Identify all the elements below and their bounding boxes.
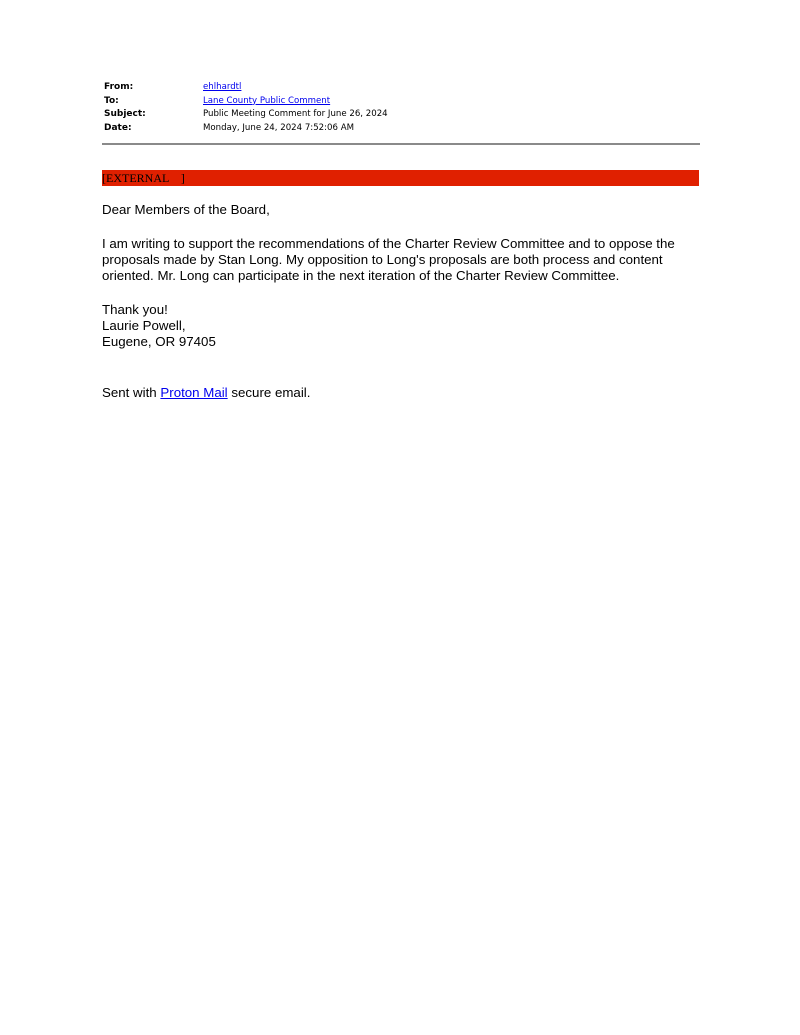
paragraph-line: oriented. Mr. Long can participate in the next iteration of the Charter Review Committee. — [102, 268, 620, 284]
from-row — [104, 81, 700, 95]
from-link[interactable]: ehlhardtl — [203, 82, 242, 92]
from-label: From: — [104, 82, 134, 92]
to-label: To: — [104, 95, 119, 106]
date-value: Monday, June 24, 2024 7:52:06 AM — [203, 122, 354, 133]
external-warning-banner: [EXTERNAL ] — [102, 170, 699, 186]
sender-location: Eugene, OR 97405 — [102, 334, 216, 350]
email-header — [104, 81, 700, 135]
closing-block — [102, 302, 702, 351]
signature-suffix: secure email. — [227, 385, 311, 400]
date-label: Date: — [104, 122, 132, 133]
subject-value: Public Meeting Comment for June 26, 2024 — [203, 109, 388, 119]
message-paragraph — [102, 236, 702, 285]
proton-mail-link[interactable]: Proton Mail — [160, 385, 228, 400]
subject-row — [104, 108, 700, 122]
to-row — [104, 95, 700, 109]
header-divider — [102, 143, 700, 145]
subject-label: Subject: — [104, 109, 146, 119]
paragraph-line: I am writing to support the recommendations of the Charter Review Committee and to oppose the — [102, 236, 675, 251]
sender-name: Laurie Powell, — [102, 318, 186, 334]
paragraph-line: proposals made by Stan Long. My opposition to Long's proposals are both process and content — [102, 252, 663, 268]
email-signature — [102, 385, 702, 401]
to-link[interactable]: Lane County Public Comment — [203, 95, 331, 106]
closing-line: Thank you! — [102, 302, 168, 317]
signature-prefix: Sent with — [102, 385, 161, 400]
greeting: Dear Members of the Board, — [102, 202, 270, 217]
date-row — [104, 122, 700, 136]
